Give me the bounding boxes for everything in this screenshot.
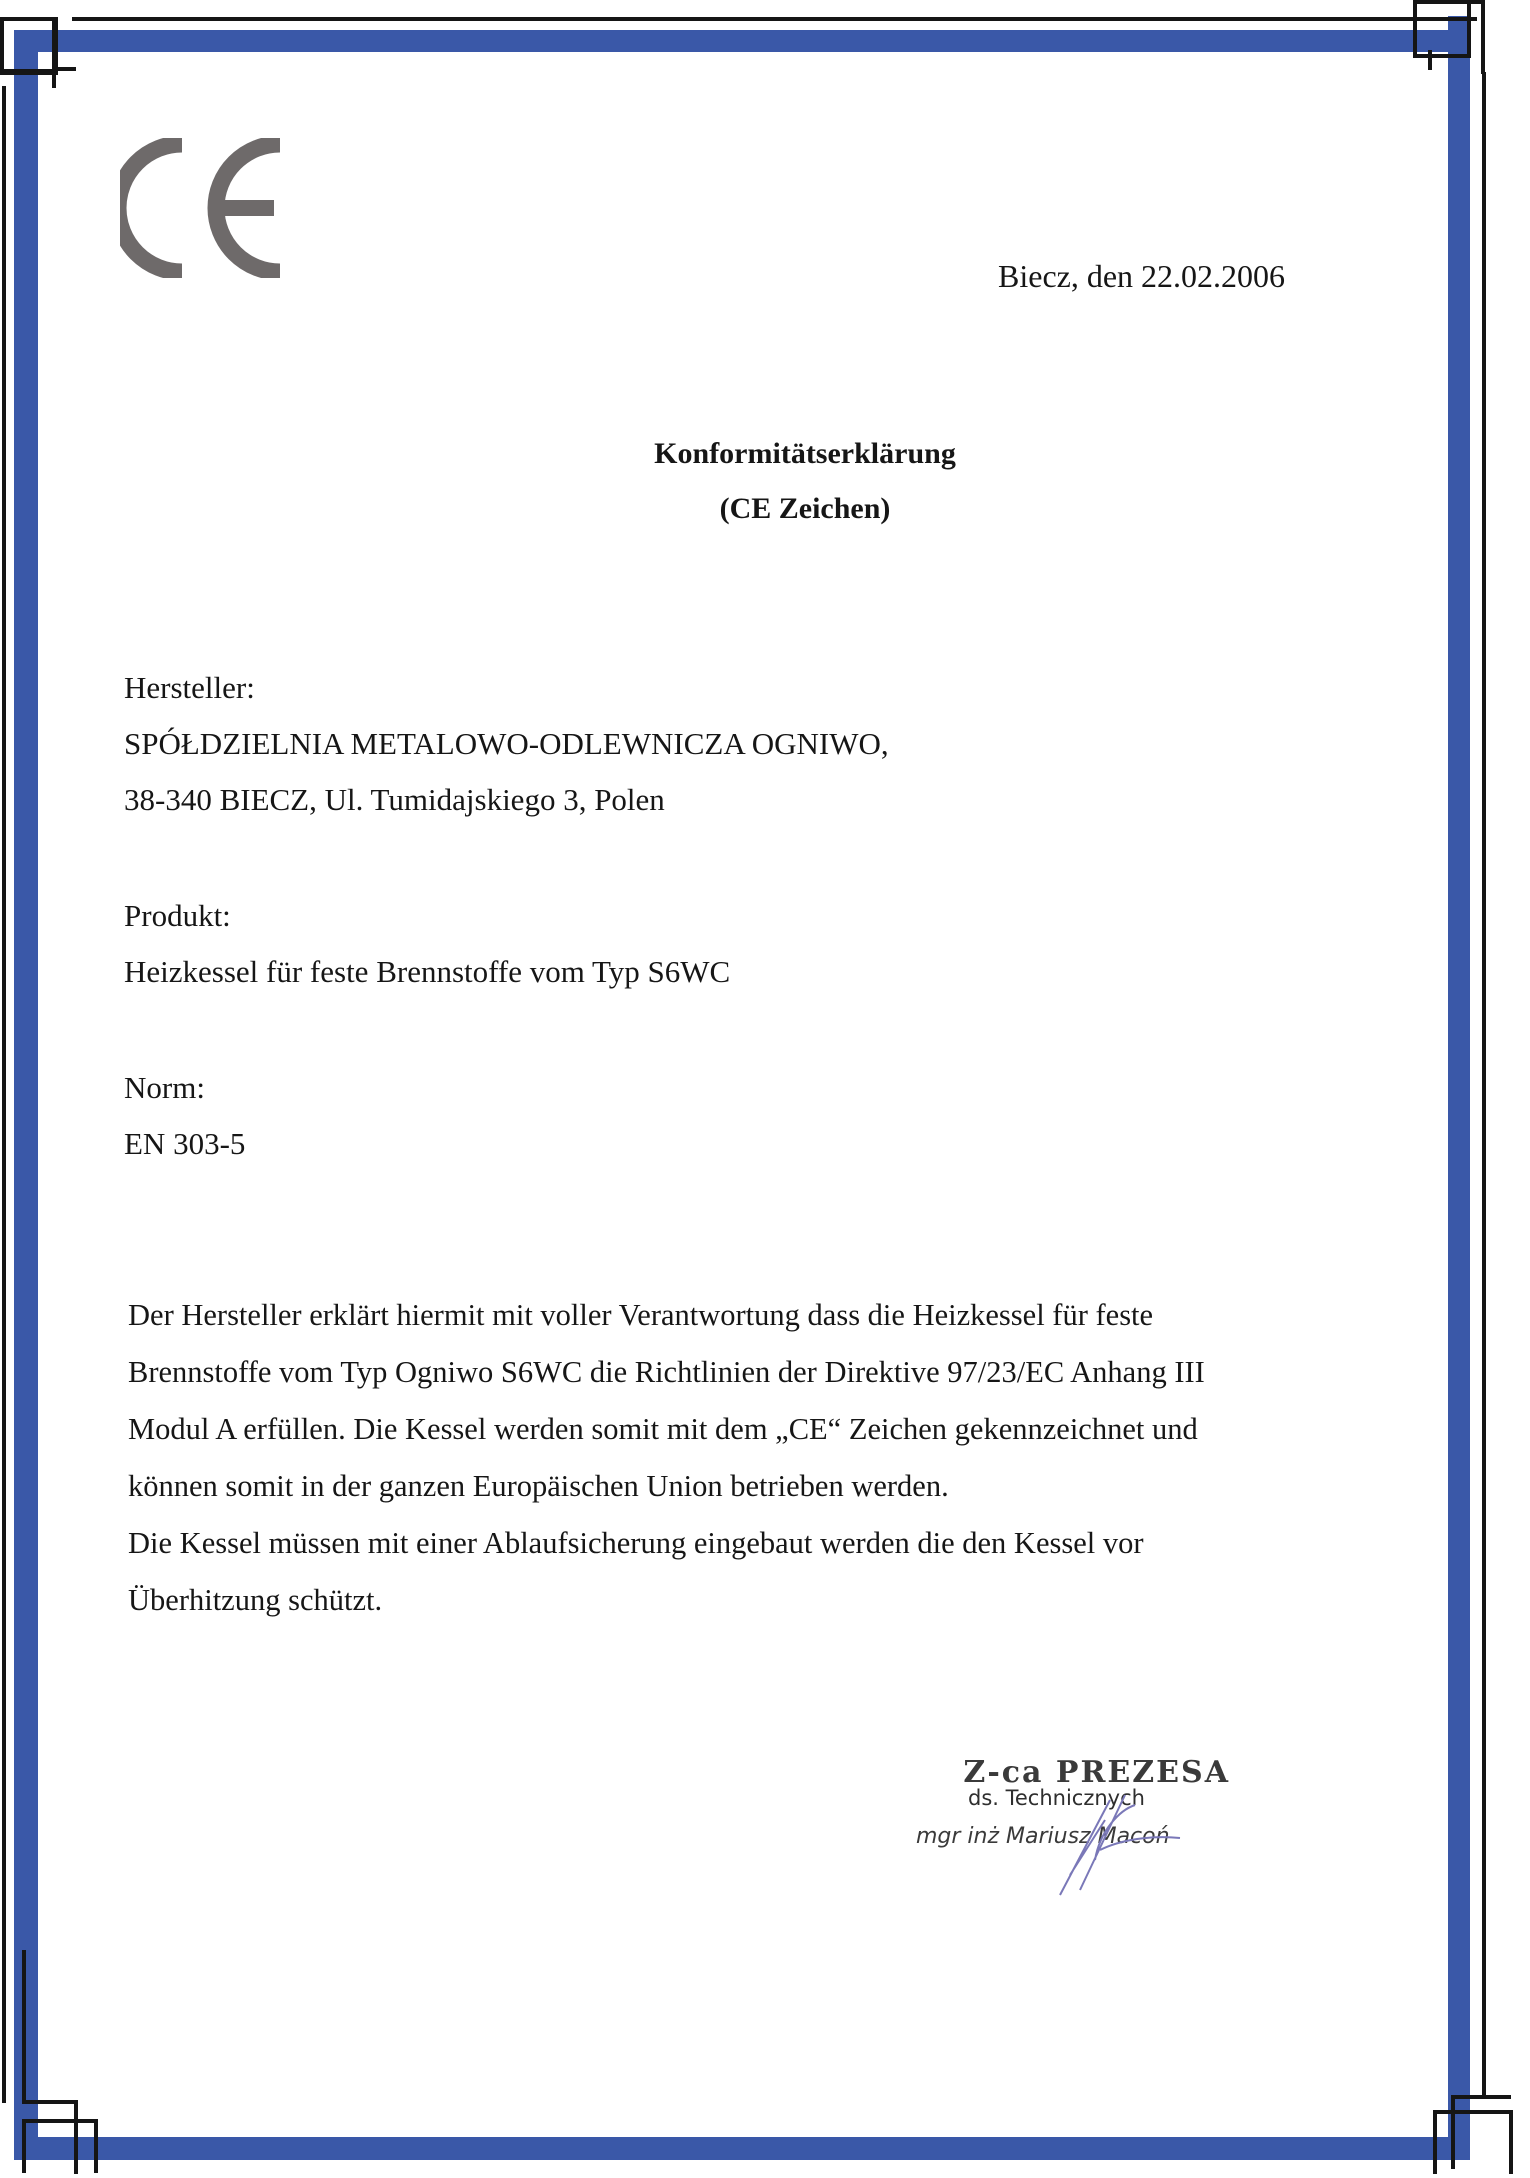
norm-label: Norm: [124, 1070, 205, 1105]
frame-band-top [14, 30, 1470, 52]
corner-top-right-a [1413, 0, 1471, 58]
ce-mark-c [120, 144, 182, 272]
frame-band-left [14, 30, 38, 2160]
declaration-line: Die Kessel müssen mit einer Ablaufsicherung eingebaut werden die den Kessel vor [128, 1526, 1144, 1560]
frame-line-left [2, 86, 6, 2103]
manufacturer-address: 38-340 BIECZ, Ul. Tumidajskiego 3, Polen [124, 782, 665, 817]
frame-line-top [72, 17, 1477, 21]
stamp-title: Z-ca PREZESA [963, 1755, 1230, 1790]
frame-band-bottom [38, 2137, 1466, 2160]
norm-value: EN 303-5 [124, 1126, 246, 1161]
document-subtitle: (CE Zeichen) [719, 492, 891, 525]
declaration-paragraph [128, 1287, 1328, 1629]
frame-line-right [1482, 72, 1486, 2099]
frame-band-right [1448, 16, 1470, 2160]
declaration-line: Modul A erfüllen. Die Kessel werden somit mit dem „CE“ Zeichen gekennzeichnet und [128, 1412, 1198, 1446]
corner-top-right-c [1428, 50, 1486, 70]
corner-top-left-c [52, 17, 76, 71]
place-date: Biecz, den 22.02.2006 [998, 258, 1286, 294]
declaration-line: Überhitzung schützt. [128, 1583, 383, 1617]
stamp-name: mgr inż Mariusz Macoń [916, 1824, 1170, 1849]
corner-top-left-a [0, 17, 58, 75]
signature-icon [1040, 1790, 1190, 1900]
ce-mark-e-bar [224, 200, 274, 216]
stamp-subtitle: ds. Technicznych [968, 1786, 1145, 1810]
ce-mark-icon [120, 138, 290, 278]
declaration-line: können somit in der ganzen Europäischen Union betrieben werden. [128, 1469, 949, 1503]
corner-bottom-left-b [22, 2119, 98, 2173]
declaration-line: Brennstoffe vom Typ Ogniwo S6WC die Richtlinien der Direktive 97/23/EC Anhang III [128, 1355, 1205, 1389]
product-label: Produkt: [124, 898, 231, 933]
document-title: Konformitätserklärung [654, 437, 956, 470]
corner-bottom-right-b [1433, 2110, 1513, 2174]
corner-bottom-left-a [22, 2100, 78, 2174]
corner-bottom-right-a [1451, 2095, 1511, 2169]
corner-top-left-b [2, 69, 56, 88]
declaration-line: Der Hersteller erklärt hiermit mit voller Verantwortung dass die Heizkessel für feste [128, 1298, 1154, 1332]
product-value: Heizkessel für feste Brennstoffe vom Typ S6WC [124, 954, 731, 989]
manufacturer-name: SPÓŁDZIELNIA METALOWO-ODLEWNICZA OGNIWO, [124, 726, 889, 761]
corner-bottom-left-c [22, 1950, 26, 2100]
corner-top-right-b [1428, 0, 1485, 74]
manufacturer-label: Hersteller: [124, 670, 255, 705]
